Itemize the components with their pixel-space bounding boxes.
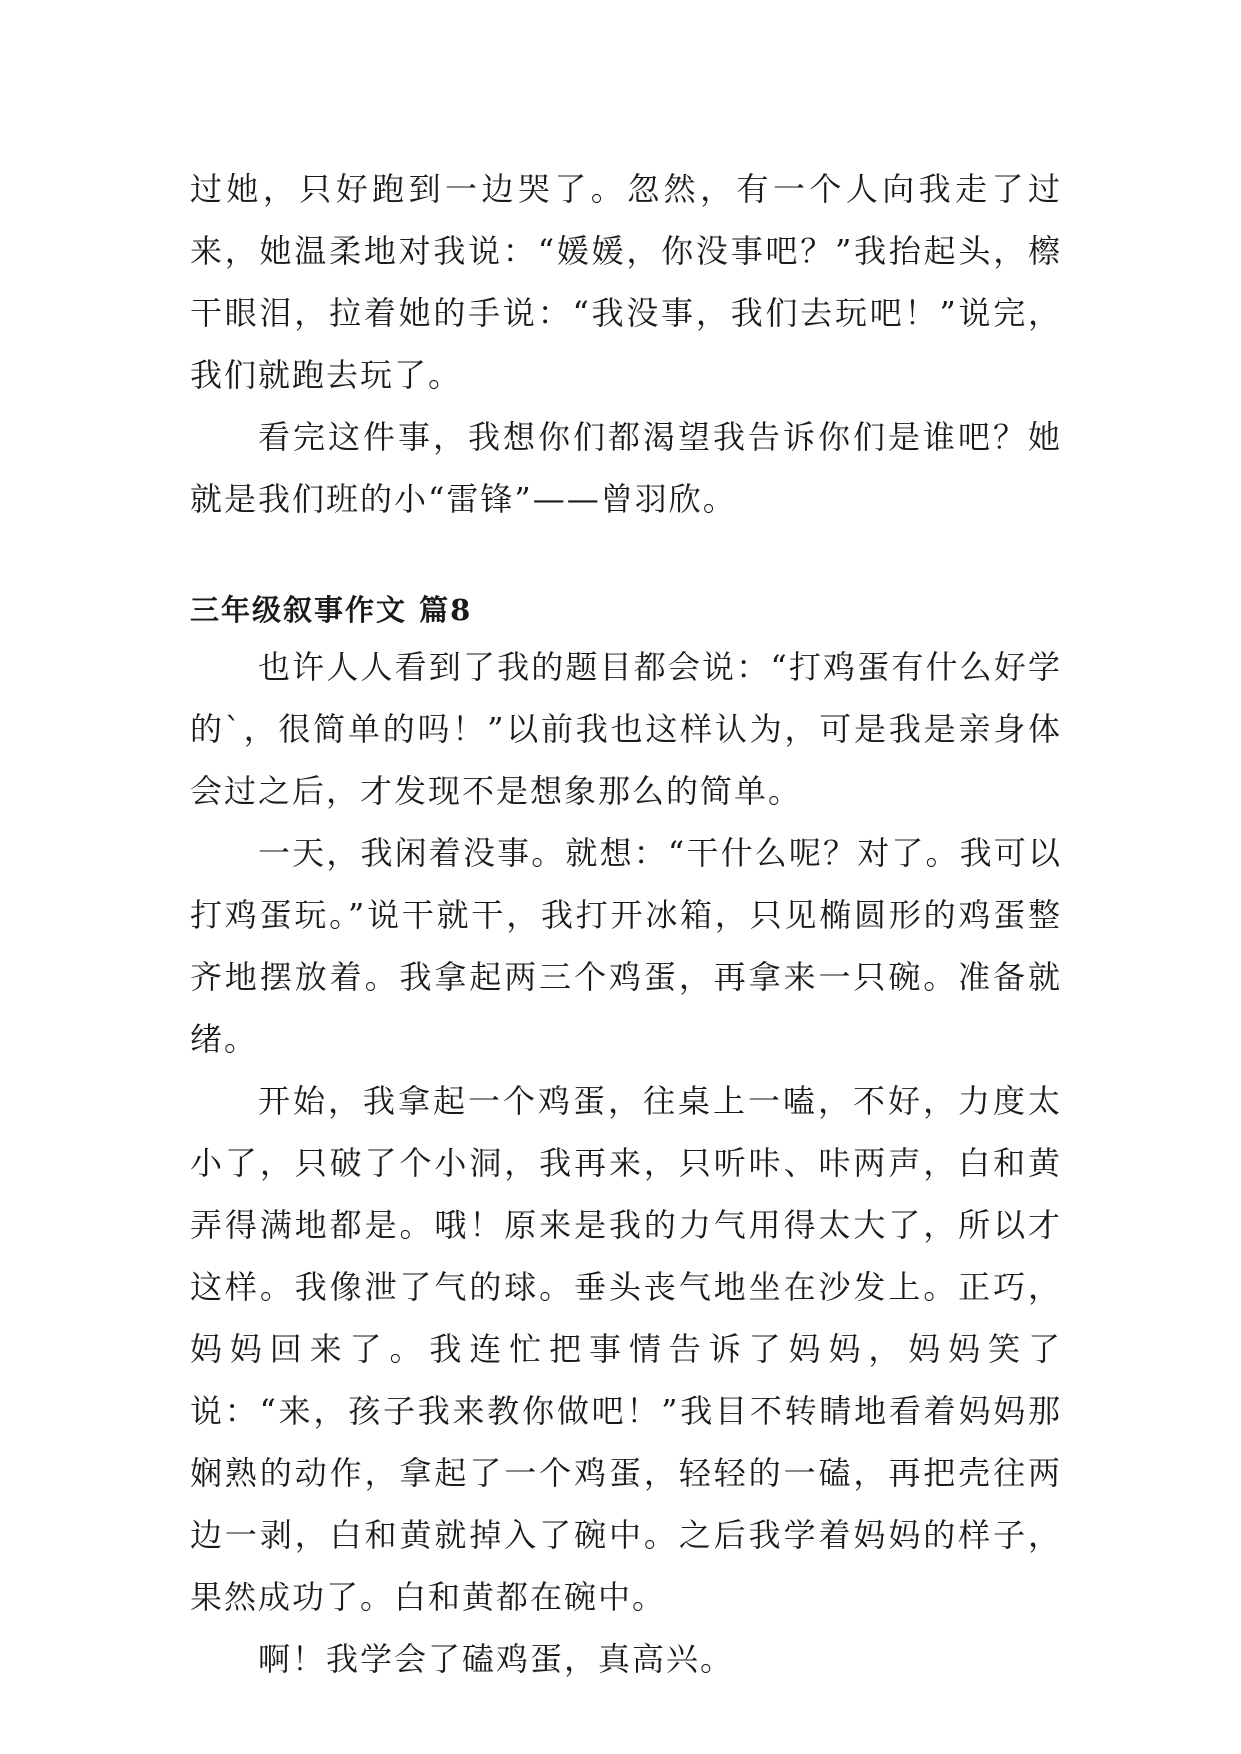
paragraph: 看完这件事，我想你们都渴望我告诉你们是谁吧？她就是我们班的小“雷锋”——曾羽欣。 [190,418,1062,518]
paragraph: 一天，我闲着没事。就想：“干什么呢？对了。我可以打鸡蛋玩。”说干就干，我打开冰箱，只见椭圆形的鸡蛋整齐地摆放着。我拿起两三个鸡蛋，再拿来一只碗。准备就绪。 [190,834,1062,1058]
document-page [190,158,1062,1690]
section-heading: 三年级叙事作文 篇8 [190,593,473,627]
paragraph: 也许人人看到了我的题目都会说：“打鸡蛋有什么好学的`，很简单的吗！”以前我也这样认为，可是我是亲身体会过之后，才发现不是想象那么的简单。 [190,648,1062,810]
paragraph: 过她，只好跑到一边哭了。忽然，有一个人向我走了过来，她温柔地对我说：“媛媛，你没事吧？”我抬起头，檫干眼泪，拉着她的手说：“我没事，我们去玩吧！”说完，我们就跑去玩了。 [190,170,1062,394]
paragraph: 啊！我学会了磕鸡蛋，真高兴。 [258,1640,735,1678]
paragraph: 开始，我拿起一个鸡蛋，往桌上一嗑，不好，力度太小了，只破了个小洞，我再来，只听咔、咔两声，白和黄弄得满地都是。哦！原来是我的力气用得太大了，所以才这样。我像泄了气的球。垂头丧气地坐在沙发上。正巧，妈妈回来了。我连忙把事情告诉了妈妈，妈妈笑了说：“来，孩子我来教你做吧！”我目不转睛地看着妈妈那娴熟的动作，拿起了一个鸡蛋，轻轻的一磕，再把壳往两边一剥，白和黄就掉入了碗中。之后我学着妈妈的样子，果然成功了。白和黄都在碗中。 [190,1082,1062,1616]
section-spacer [190,530,1062,584]
